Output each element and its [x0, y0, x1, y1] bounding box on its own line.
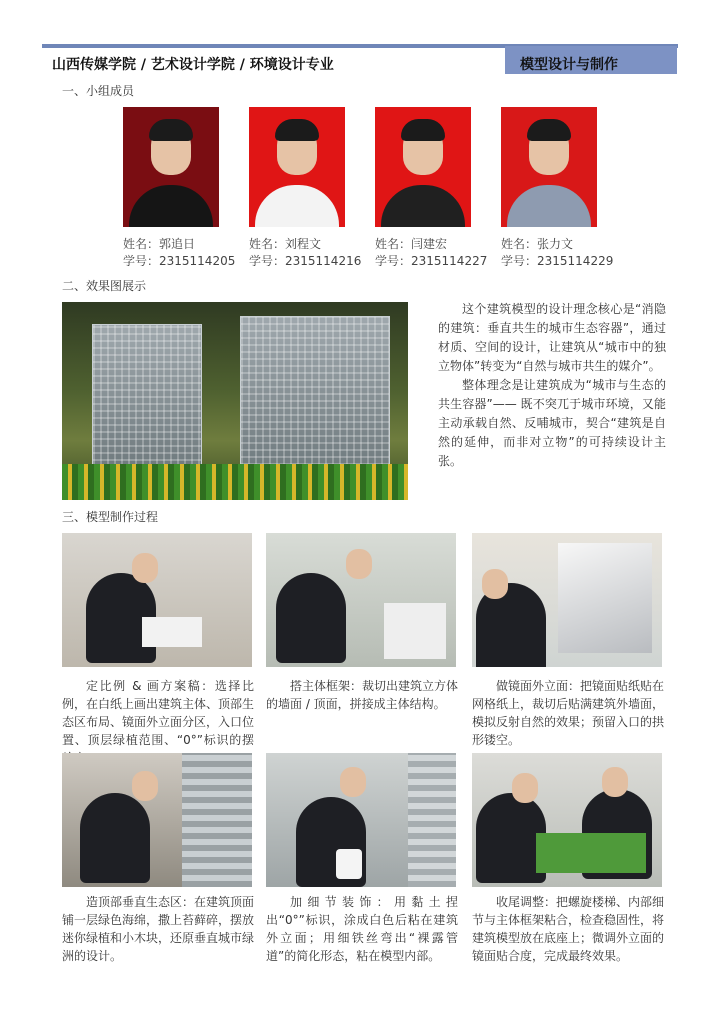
member-id: 学号：2315114205: [123, 254, 236, 268]
member-photo-2: [249, 107, 345, 227]
member-info-3: [375, 236, 487, 270]
header-left-title: 山西传媒学院 / 艺术设计学院 / 环境设计专业: [52, 57, 334, 73]
member-photo-4: [501, 107, 597, 227]
process-photo-2: [266, 533, 456, 667]
member-name: 姓名：闫建宏: [375, 237, 448, 251]
mirror-tower-right: [240, 316, 390, 480]
render-section-title: 二、效果图展示: [62, 279, 147, 293]
description-paragraph-1: 这个建筑模型的设计理念核心是“消隐的建筑：垂直共生的城市生态容器”，通过材质、空间的设计，让建筑从“城市中的独立物体”转变为“自然与城市共生的媒介”。: [438, 302, 666, 373]
member-name: 姓名：郭追日: [123, 237, 196, 251]
process-caption-5: 加细节装饰：用黏土捏出“0°”标识，涂成白色后粘在建筑外立面；用细铁丝弯出“裸露管道”的简化形态，粘在模型内部。: [266, 895, 458, 963]
member-id: 学号：2315114216: [249, 254, 362, 268]
members-section-title: 一、小组成员: [62, 84, 135, 98]
process-photo-3: [472, 533, 662, 667]
member-photo-1: [123, 107, 219, 227]
process-photo-4: [62, 753, 252, 887]
grass-base: [62, 464, 408, 500]
process-section-title: 三、模型制作过程: [62, 510, 159, 524]
member-photo-3: [375, 107, 471, 227]
process-photo-5: [266, 753, 456, 887]
process-caption-6: 收尾调整：把螺旋楼梯、内部细节与主体框架粘合，检查稳固性，将建筑模型放在底座上；微调外立面的镜面贴合度，完成最终效果。: [472, 895, 665, 963]
member-id: 学号：2315114227: [375, 254, 488, 268]
process-caption-4: 造顶部垂直生态区：在建筑顶面铺一层绿色海绵，撒上苔藓碎，摆放迷你绿植和小木块，还原垂直城市绿洲的设计。: [62, 895, 255, 963]
mirror-tower-left: [92, 324, 202, 476]
process-caption-2: 搭主体框架：裁切出建筑立方体的墙面 / 顶面，拼接成主体结构。: [266, 679, 459, 711]
description-paragraph-2: 整体理念是让建筑成为“城市与生态的共生容器”—— 既不突兀于城市环境，又能主动承载自然、反哺城市，契合“建筑是自然的延伸，而非对立物”的可持续设计主张。: [438, 378, 666, 468]
header-right-title: 模型设计与制作: [520, 57, 618, 73]
process-caption-1: 定比例 & 画方案稿：选择比例，在白纸上画出建筑主体、顶部生态区布局、镜面外立面分区，入口位置、顶层绿植范围、“0°”标识的摆: [62, 679, 255, 747]
process-photo-1: [62, 533, 252, 667]
member-id: 学号：2315114229: [501, 254, 614, 268]
member-name: 姓名：张力文: [501, 237, 574, 251]
member-info-2: [249, 236, 361, 270]
member-info-1: [123, 236, 235, 270]
design-description: [438, 300, 666, 471]
member-info-4: [501, 236, 613, 270]
model-render-photo: [62, 302, 408, 500]
process-caption-3: 做镜面外立面：把镜面贴纸贴在网格纸上，裁切后贴满建筑外墙面，模拟反射自然的效果；预留入口的拱形镂空。: [472, 679, 665, 747]
process-photo-6: [472, 753, 662, 887]
member-name: 姓名：刘程文: [249, 237, 322, 251]
